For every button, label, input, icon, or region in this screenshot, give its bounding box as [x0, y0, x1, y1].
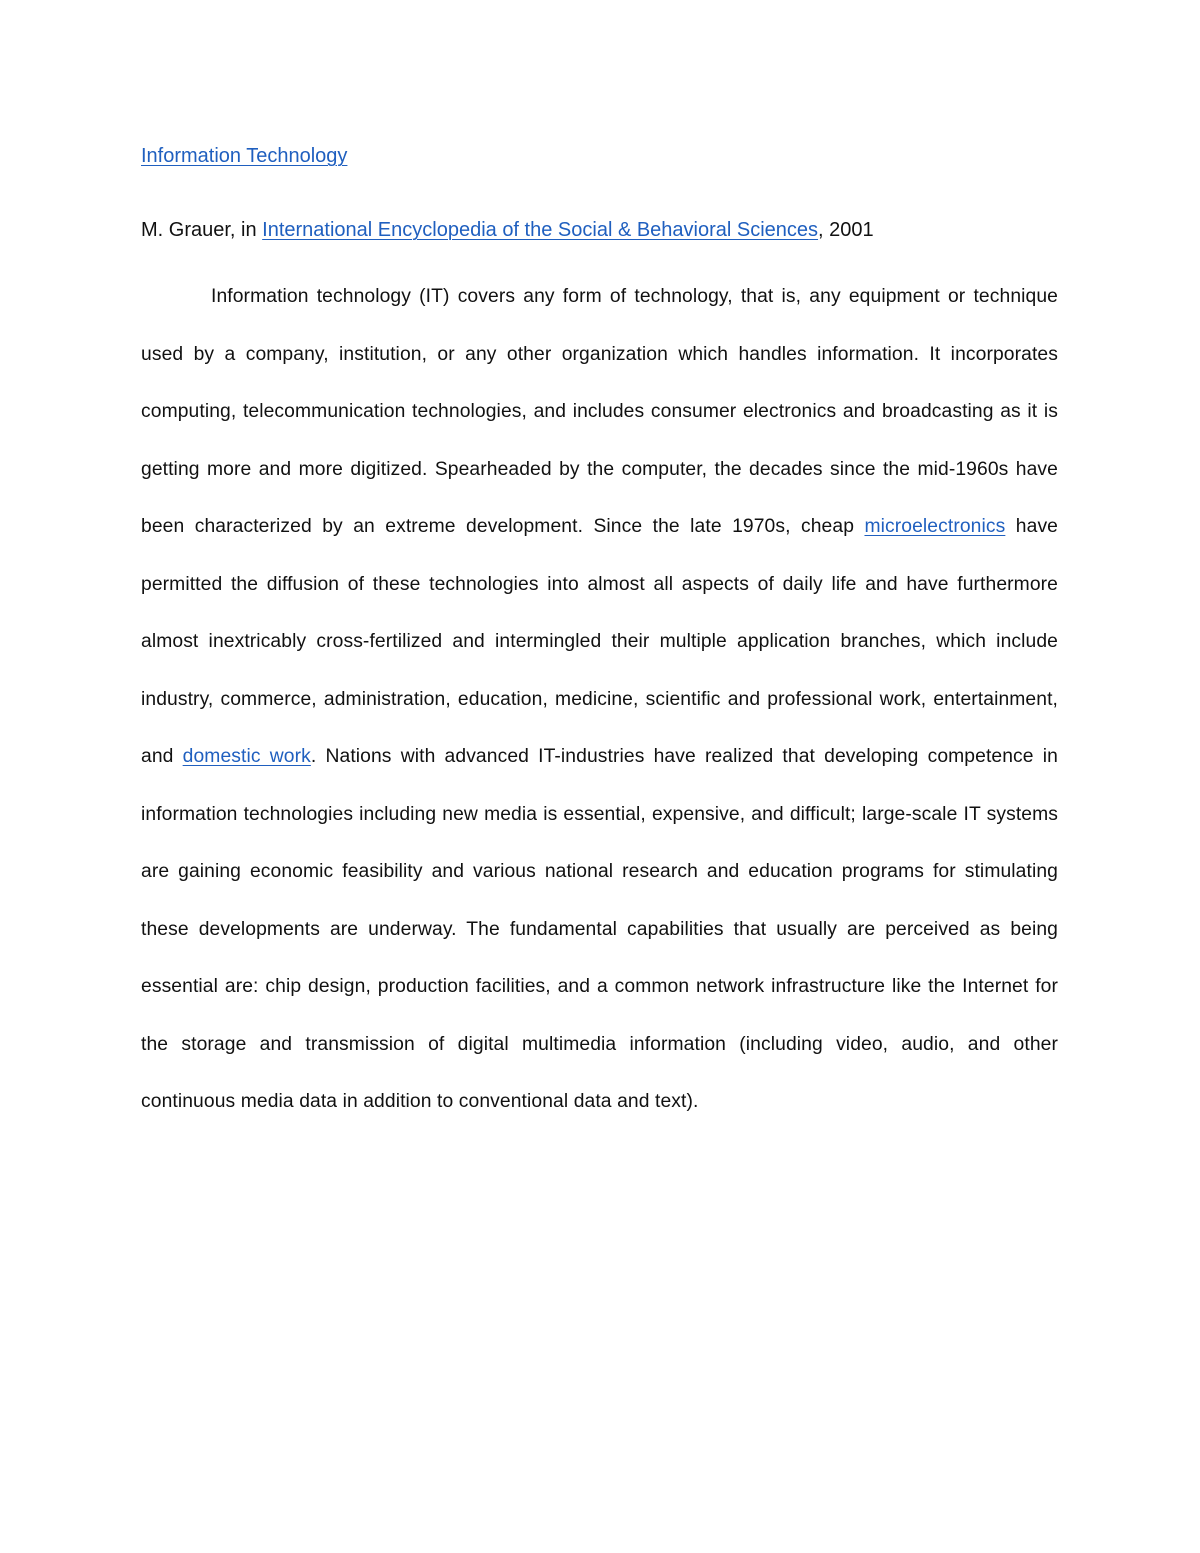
- citation-prefix: M. Grauer, in: [141, 219, 263, 241]
- document-title: [141, 138, 1058, 174]
- domestic-work-link[interactable]: domestic work: [182, 746, 311, 767]
- paragraph-text-part3: . Nations with advanced IT-industries have realized that developing competence in information technologies including new media is essential, expensive, and difficult; large-scale IT systems are gaining economic feasibility and various national research and education programs for stimulating these developments are underway. The fundamental capabilities that usually are perceived as being essential are: chip design, production facilities, and a common network infrastructure like the Internet for the storage and transmission of digital multimedia information (including video, audio, and other continuous media data in addition to conventional data and text).: [141, 746, 1058, 1112]
- paragraph-text-part2: have permitted the diffusion of these technologies into almost all aspects of daily life and have furthermore almost inextricably cross-fertilized and intermingled their multiple application branches, which include industry, commerce, administration, education, medicine, scientific and professional work, entertainment, and: [141, 516, 1059, 767]
- title-link[interactable]: Information Technology: [141, 145, 348, 167]
- source-link[interactable]: International Encyclopedia of the Social & Behavioral Sciences: [262, 219, 819, 241]
- citation-suffix: , 2001: [818, 219, 874, 241]
- citation-line: [141, 212, 1058, 248]
- paragraph-text-part1: Information technology (IT) covers any form of technology, that is, any equipment or technique used by a company, institution, or any other organization which handles information. It incorporates computing, telecommunication technologies, and includes consumer electronics and broadcasting as it is getting more and more digitized. Spearheaded by the computer, the decades since the mid-1960s have been characterized by an extreme development. Since the late 1970s, cheap: [141, 286, 1058, 537]
- document-content: [141, 138, 1058, 1131]
- microelectronics-link[interactable]: microelectronics: [864, 516, 1006, 537]
- body-paragraph: [141, 268, 1058, 1131]
